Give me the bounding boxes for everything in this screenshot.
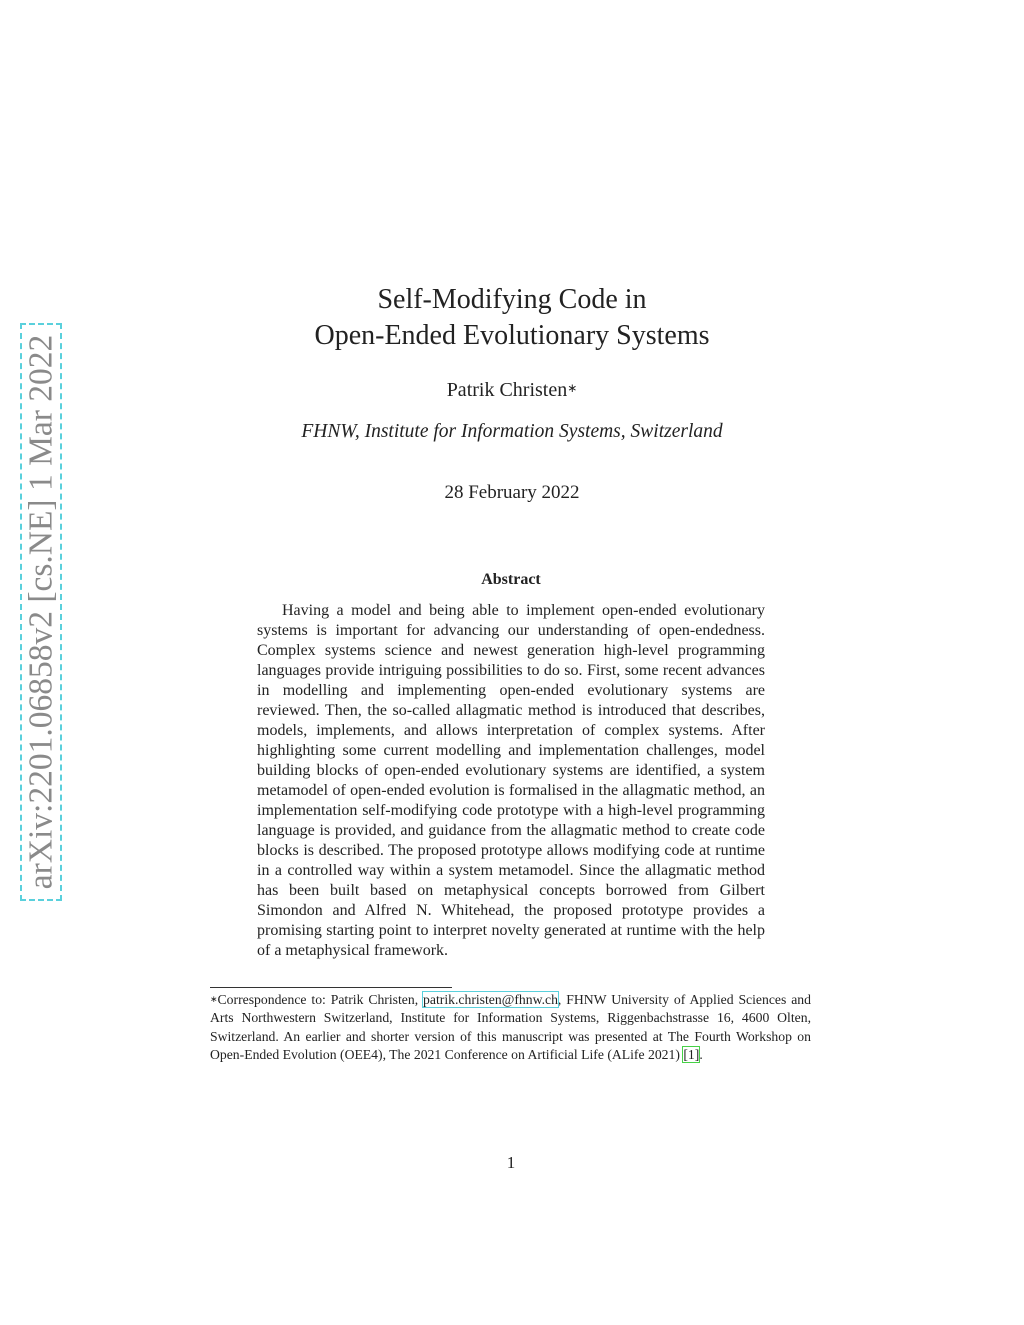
- publication-date: 28 February 2022: [444, 482, 580, 503]
- title-line-1: Self-Modifying Code in: [377, 284, 647, 315]
- arxiv-identifier: arXiv:2201.06858v2 [cs.NE] 1 Mar 2022: [22, 334, 60, 890]
- citation-link[interactable]: [1]: [683, 1046, 700, 1062]
- footnote-mark: ∗: [210, 994, 218, 1004]
- page-number: 1: [506, 1153, 516, 1172]
- abstract-heading: Abstract: [481, 571, 541, 588]
- title-line-2: Open-Ended Evolutionary Systems: [314, 320, 710, 351]
- author-name: Patrik Christen: [446, 379, 568, 401]
- author-footnote-mark: ∗: [567, 381, 578, 395]
- paper-title: [0, 282, 1024, 354]
- author-line: [0, 378, 1024, 402]
- footnote-suffix: .: [699, 1046, 703, 1062]
- footnote-prefix: Correspondence to: Patrik Christen,: [217, 992, 424, 1007]
- footnote-divider: [210, 987, 452, 988]
- email-link[interactable]: patrik.christen@fhnw.ch: [423, 992, 558, 1007]
- author-affiliation: FHNW, Institute for Information Systems, Switzerland: [301, 421, 723, 442]
- correspondence-footnote: [210, 991, 811, 1064]
- footnote-body: , FHNW University of Applied Sciences and Arts Northwestern Switzerland, Institute for Information Systems, Riggenbachstrasse 16, 4600 Olten, Switzerland. An earlier and shorter version of this manuscript was presented at The Fourth Workshop on Open-Ended Evolution (OEE4), The 2021 Conference on Artificial Life (ALife 2021): [210, 992, 811, 1062]
- abstract-text: Having a model and being able to implement open-ended evolutionary systems is important for advancing our understanding of open-endedness. Complex systems science and newest generation high-level programming languages provide intriguing possibilities to do so. First, some recent advances in modelling and implementing open-ended evolutionary systems are reviewed. Then, the so-called allagmatic method is introduced that describes, models, implements, and allows interpretation of complex systems. After highlighting some current modelling and implementation challenges, model building blocks of open-ended evolutionary systems are identified, a system metamodel of open-ended evolution is formalised in the allagmatic method, an implementation self-modifying code prototype with a high-level programming language is provided, and guidance from the allagmatic method to create code blocks is described. The proposed prototype allows modifying code at runtime in a controlled way within a system metamodel. Since the allagmatic method has been built based on metaphysical concepts borrowed from Gilbert Simondon and Alfred N. Whitehead, the proposed prototype provides a promising starting point to interpret novelty generated at runtime with the help of a metaphysical framework.: [257, 602, 765, 959]
- arxiv-stamp[interactable]: [20, 323, 62, 901]
